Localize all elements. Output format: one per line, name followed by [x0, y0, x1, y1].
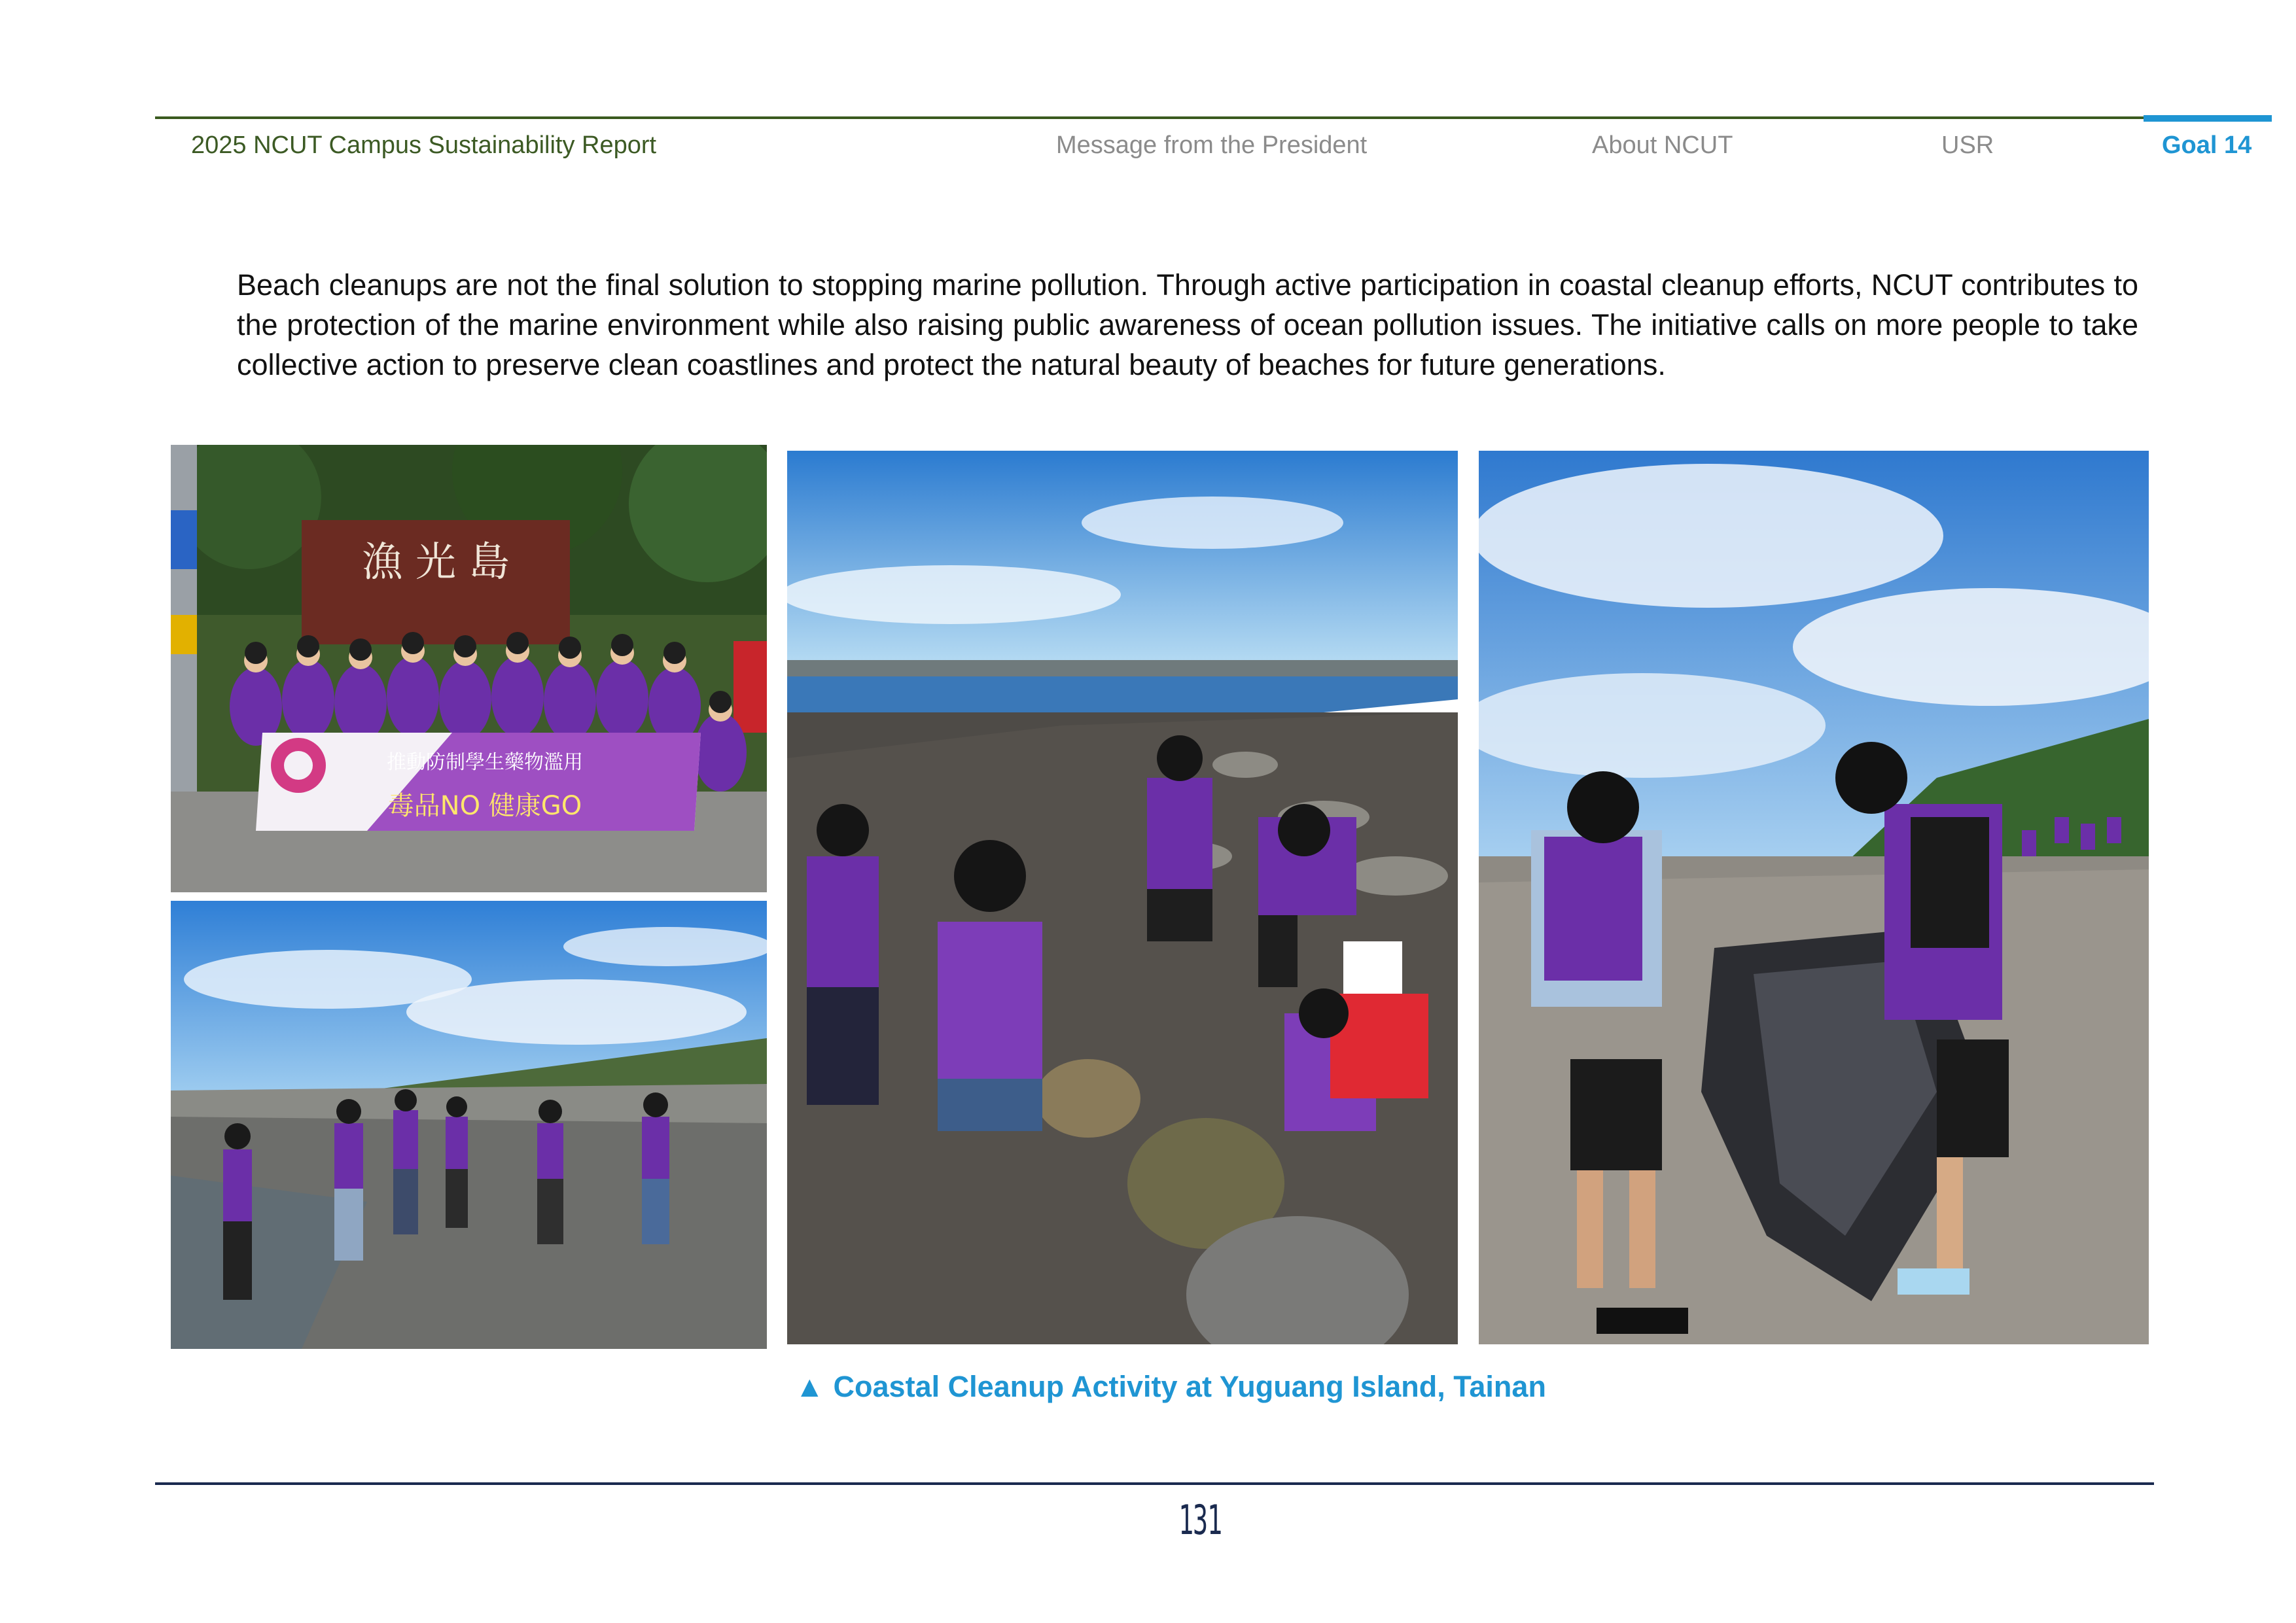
group-photo — [171, 445, 767, 892]
current-section-indicator — [2144, 115, 2272, 122]
body-paragraph: Beach cleanups are not the final solution to stopping marine pollution. Through active participation in coastal cleanup efforts, NCUT contributes to the protection of the marine environment while also raising public awareness of ocean pollution issues. The initiative calls on more people to take collective action to preserve clean coastlines and protect the natural beauty of beaches for future generations. — [237, 268, 2138, 381]
footer-divider — [155, 1482, 2154, 1485]
caption-text: Coastal Cleanup Activity at Yuguang Island, Tainan — [833, 1370, 1546, 1403]
header-divider — [155, 116, 2151, 119]
beach-cleanup-photo — [787, 451, 1458, 1344]
nav-goal-14-current[interactable]: Goal 14 — [2162, 131, 2252, 159]
nav-message-from-president[interactable]: Message from the President — [1056, 131, 1368, 159]
caption-triangle-icon: ▲ — [795, 1370, 824, 1403]
report-title: 2025 NCUT Campus Sustainability Report — [191, 131, 657, 159]
banner-line1: 推動防制學生藥物濫用 — [387, 751, 583, 774]
page-number: 131 — [1178, 1496, 1222, 1544]
nav-usr[interactable]: USR — [1941, 131, 1994, 159]
photo-caption — [795, 1367, 1546, 1406]
trash-bag-photo — [1479, 451, 2149, 1344]
nav-about-ncut[interactable]: About NCUT — [1592, 131, 1733, 159]
banner-line2: 毒品NO 健康GO — [387, 791, 582, 821]
sign-text: 漁 光 島 — [362, 538, 510, 585]
beach-walk-photo — [171, 901, 767, 1349]
